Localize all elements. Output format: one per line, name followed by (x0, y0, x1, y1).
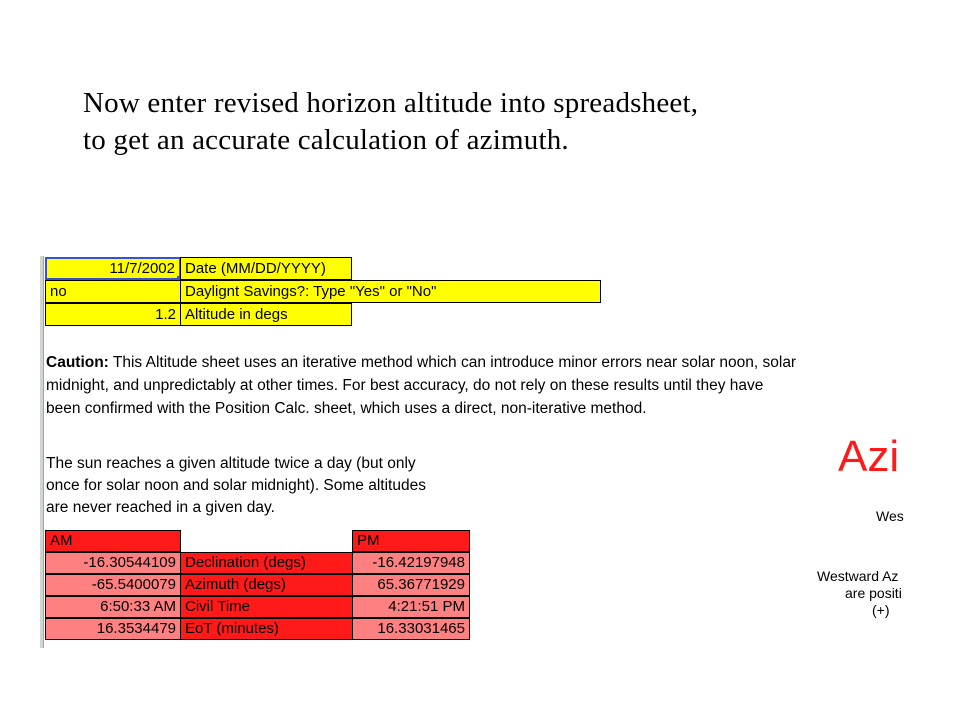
altitude-label-cell[interactable]: Altitude in degs (180, 303, 352, 326)
pm-value-cell[interactable]: -16.42197948 (352, 552, 470, 574)
pm-value-cell[interactable]: 16.33031465 (352, 618, 470, 640)
caution-line-1 (46, 351, 796, 374)
am-header-cell[interactable]: AM (45, 530, 181, 552)
am-value-cell[interactable]: 16.3534479 (45, 618, 181, 640)
azimuth-title: Azi (838, 432, 900, 481)
dst-value-cell[interactable]: no (45, 280, 181, 303)
caution-line-3: been confirmed with the Position Calc. sheet, which uses a direct, non-iterative method. (46, 400, 647, 417)
westward-note-1: Westward Az (817, 568, 899, 584)
caution-text-1: This Altitude sheet uses an iterative method which can introduce minor errors near solar noon, solar (108, 354, 797, 371)
dst-label-cell[interactable]: Daylignt Savings?: Type "Yes" or "No" (180, 280, 601, 303)
caution-line-2: midnight, and unpredictably at other times. For best accuracy, do not rely on these results until they have (46, 377, 764, 394)
heading-line-2: to get an accurate calculation of azimuth. (83, 124, 569, 156)
am-value-cell[interactable]: -65.5400079 (45, 574, 181, 596)
result-label-cell[interactable]: EoT (minutes) (180, 618, 353, 640)
heading-line-1: Now enter revised horizon altitude into spreadsheet, (83, 87, 699, 119)
date-value-cell[interactable]: 11/7/2002 (45, 257, 181, 280)
note-line-3: are never reached in a given day. (46, 499, 275, 516)
westward-note-2: are positi (845, 585, 902, 601)
slide-heading (83, 85, 943, 159)
caution-label: Caution: (46, 354, 109, 371)
result-label-cell[interactable]: Civil Time (180, 596, 353, 618)
westward-note-3: (+) (872, 602, 890, 618)
pm-header-cell[interactable]: PM (352, 530, 470, 552)
altitude-value-cell[interactable]: 1.2 (45, 303, 181, 326)
spreadsheet-screenshot (40, 256, 920, 652)
note-line-1: The sun reaches a given altitude twice a day (but only (46, 455, 416, 472)
pm-value-cell[interactable]: 65.36771929 (352, 574, 470, 596)
am-value-cell[interactable]: 6:50:33 AM (45, 596, 181, 618)
date-label-cell[interactable]: Date (MM/DD/YYYY) (180, 257, 352, 280)
westward-label: Wes (876, 508, 904, 524)
pm-value-cell[interactable]: 4:21:51 PM (352, 596, 470, 618)
result-label-cell[interactable]: Declination (degs) (180, 552, 353, 574)
note-line-2: once for solar noon and solar midnight). Some altitudes (46, 477, 426, 494)
result-label-cell[interactable]: Azimuth (degs) (180, 574, 353, 596)
am-value-cell[interactable]: -16.30544109 (45, 552, 181, 574)
row-header-strip (40, 256, 44, 648)
